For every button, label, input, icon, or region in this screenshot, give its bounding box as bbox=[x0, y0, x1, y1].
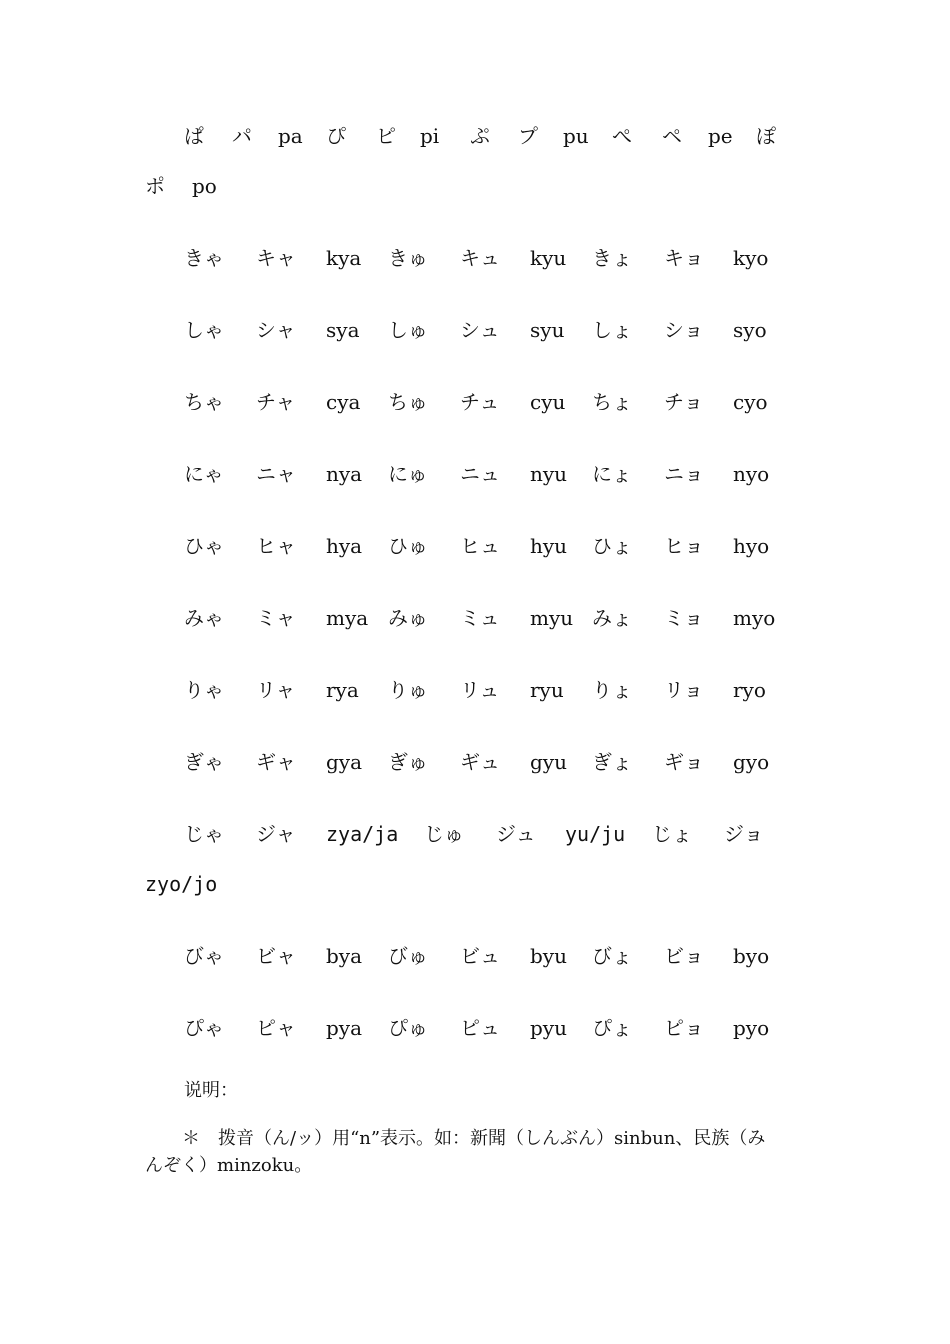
romaji-cell: zya/ja bbox=[326, 822, 399, 846]
kana-cell: ビュ bbox=[460, 944, 500, 968]
romaji-cell: zyo/jo bbox=[145, 872, 218, 896]
kana-cell: みゅ bbox=[388, 606, 428, 630]
kana-cell: キュ bbox=[460, 246, 500, 270]
romaji-cell: pu bbox=[563, 124, 589, 148]
kana-cell: ぎゅ bbox=[388, 750, 428, 774]
kana-cell: しゃ bbox=[184, 318, 224, 342]
kana-cell: じゅ bbox=[424, 822, 464, 846]
kana-cell: シャ bbox=[256, 318, 296, 342]
romaji-cell: yu/ju bbox=[565, 822, 626, 846]
kana-cell: ヒャ bbox=[256, 534, 296, 558]
kana-cell: ぴょ bbox=[592, 1016, 632, 1040]
romaji-cell: po bbox=[192, 174, 217, 198]
romaji-cell: myo bbox=[733, 606, 776, 630]
kana-cell: ペ bbox=[662, 124, 682, 148]
romaji-cell: pa bbox=[278, 124, 303, 148]
kana-cell: ひゃ bbox=[184, 534, 224, 558]
kana-cell: じょ bbox=[652, 822, 692, 846]
romaji-cell: nya bbox=[326, 462, 363, 486]
kana-cell: ピュ bbox=[460, 1016, 500, 1040]
kana-cell: リュ bbox=[460, 678, 500, 702]
kana-cell: ニャ bbox=[256, 462, 296, 486]
kana-cell: みゃ bbox=[184, 606, 224, 630]
explanation-heading: 说明： bbox=[184, 1080, 238, 1101]
kana-cell: しゅ bbox=[388, 318, 428, 342]
kana-cell: ぴゃ bbox=[184, 1016, 224, 1040]
romaji-cell: gyu bbox=[530, 750, 567, 774]
romaji-cell: ryo bbox=[733, 678, 766, 702]
kana-cell: ぱ bbox=[184, 124, 204, 148]
kana-cell: ヒョ bbox=[664, 534, 704, 558]
explanation-note-line-2: んぞく）minzoku。 bbox=[145, 1155, 313, 1176]
romaji-cell: byu bbox=[530, 944, 567, 968]
romaji-cell: pi bbox=[420, 124, 440, 148]
romaji-cell: sya bbox=[326, 318, 360, 342]
kana-cell: にゅ bbox=[388, 462, 428, 486]
romaji-cell: byo bbox=[733, 944, 770, 968]
kana-cell: ひょ bbox=[592, 534, 632, 558]
romaji-cell: hya bbox=[326, 534, 363, 558]
romaji-cell: gyo bbox=[733, 750, 770, 774]
kana-cell: ニョ bbox=[664, 462, 704, 486]
kana-cell: きゃ bbox=[184, 246, 224, 270]
romaji-cell: syu bbox=[530, 318, 565, 342]
romaji-cell: hyo bbox=[733, 534, 770, 558]
kana-cell: ちょ bbox=[592, 390, 632, 414]
kana-cell: チャ bbox=[256, 390, 296, 414]
kana-cell: ギョ bbox=[664, 750, 704, 774]
kana-cell: みょ bbox=[592, 606, 632, 630]
kana-cell: きゅ bbox=[388, 246, 428, 270]
kana-cell: ニュ bbox=[460, 462, 500, 486]
romaji-cell: gya bbox=[326, 750, 363, 774]
kana-cell: じゃ bbox=[184, 822, 224, 846]
kana-cell: ぺ bbox=[612, 124, 632, 148]
kana-cell: ちゅ bbox=[388, 390, 428, 414]
kana-cell: リョ bbox=[664, 678, 704, 702]
kana-cell: ぎゃ bbox=[184, 750, 224, 774]
romaji-cell: rya bbox=[326, 678, 359, 702]
kana-cell: パ bbox=[232, 124, 252, 148]
kana-cell: リャ bbox=[256, 678, 296, 702]
romaji-cell: kyo bbox=[733, 246, 769, 270]
kana-cell: ビョ bbox=[664, 944, 704, 968]
romaji-cell: pe bbox=[708, 124, 733, 148]
kana-cell: プ bbox=[518, 124, 538, 148]
romaji-cell: pyu bbox=[530, 1016, 567, 1040]
romaji-cell: kyu bbox=[530, 246, 567, 270]
kana-cell: チョ bbox=[664, 390, 704, 414]
kana-cell: ギャ bbox=[256, 750, 296, 774]
kana-cell: ぷ bbox=[470, 124, 490, 148]
romaji-cell: hyu bbox=[530, 534, 568, 558]
kana-cell: ジュ bbox=[496, 822, 536, 846]
explanation-note-line-1: ＊ 拨音（ん/ッ）用“n”表示。如：新聞（しんぶん）sinbun、民族（み bbox=[182, 1128, 766, 1149]
kana-cell: ぴゅ bbox=[388, 1016, 428, 1040]
kana-cell: ぽ bbox=[756, 124, 776, 148]
kana-cell: ジャ bbox=[256, 822, 296, 846]
romaji-cell: kya bbox=[326, 246, 362, 270]
kana-cell: チュ bbox=[460, 390, 500, 414]
romaji-cell: mya bbox=[326, 606, 369, 630]
kana-cell: ピャ bbox=[256, 1016, 296, 1040]
romaji-cell: cya bbox=[326, 390, 361, 414]
kana-cell: キョ bbox=[664, 246, 704, 270]
romaji-cell: nyo bbox=[733, 462, 770, 486]
romaji-cell: cyo bbox=[733, 390, 768, 414]
kana-cell: きょ bbox=[592, 246, 632, 270]
kana-cell: キャ bbox=[256, 246, 296, 270]
kana-cell: びゃ bbox=[184, 944, 224, 968]
kana-cell: りゅ bbox=[388, 678, 428, 702]
romaji-cell: myu bbox=[530, 606, 574, 630]
kana-cell: ギュ bbox=[460, 750, 500, 774]
romaji-cell: syo bbox=[733, 318, 767, 342]
kana-cell: りゃ bbox=[184, 678, 224, 702]
kana-cell: ミュ bbox=[460, 606, 500, 630]
kana-cell: ショ bbox=[664, 318, 704, 342]
romaji-cell: ryu bbox=[530, 678, 564, 702]
kana-cell: にょ bbox=[592, 462, 632, 486]
kana-cell: ピ bbox=[376, 124, 396, 148]
kana-cell: ひゅ bbox=[388, 534, 428, 558]
romaji-cell: cyu bbox=[530, 390, 566, 414]
kana-cell: びゅ bbox=[388, 944, 428, 968]
kana-cell: にゃ bbox=[184, 462, 224, 486]
kana-cell: シュ bbox=[460, 318, 500, 342]
kana-cell: ヒュ bbox=[460, 534, 500, 558]
kana-cell: ジョ bbox=[724, 822, 764, 846]
kana-cell: ミャ bbox=[256, 606, 296, 630]
kana-cell: ちゃ bbox=[184, 390, 224, 414]
romaji-cell: nyu bbox=[530, 462, 568, 486]
romaji-cell: bya bbox=[326, 944, 363, 968]
romaji-cell: pya bbox=[326, 1016, 363, 1040]
kana-cell: しょ bbox=[592, 318, 632, 342]
kana-cell: ミョ bbox=[664, 606, 704, 630]
kana-cell: ピョ bbox=[664, 1016, 704, 1040]
kana-cell: ぎょ bbox=[592, 750, 632, 774]
kana-cell: ビャ bbox=[256, 944, 296, 968]
romaji-cell: pyo bbox=[733, 1016, 770, 1040]
kana-cell: ぴ bbox=[326, 124, 346, 148]
kana-cell: ポ bbox=[145, 174, 165, 198]
kana-cell: びょ bbox=[592, 944, 632, 968]
kana-cell: りょ bbox=[592, 678, 632, 702]
